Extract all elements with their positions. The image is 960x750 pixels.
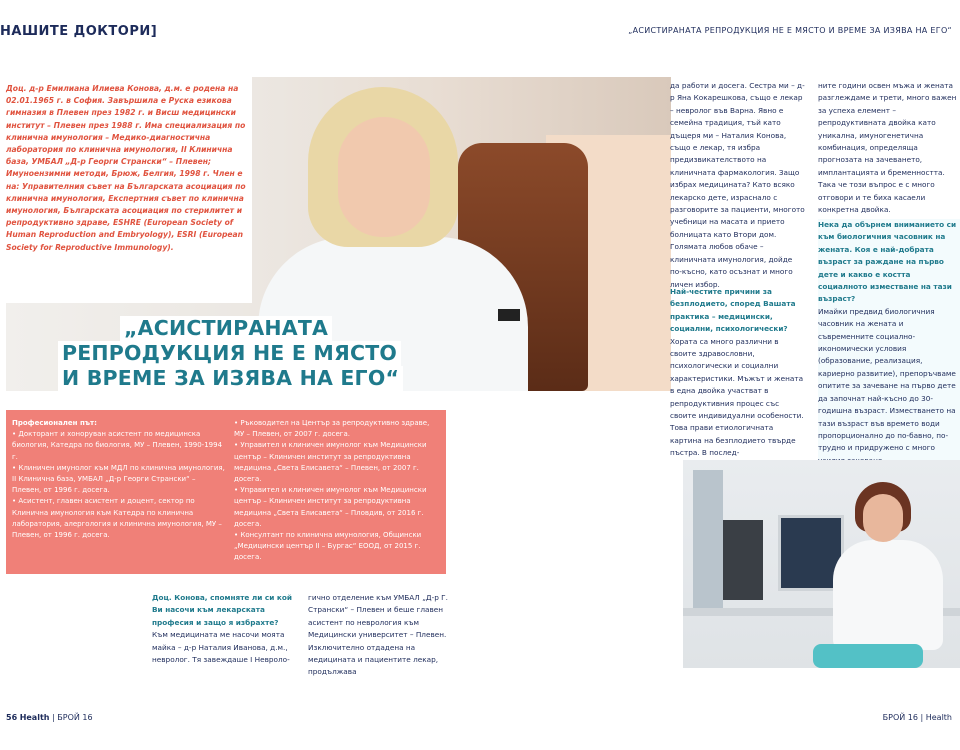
body-paragraph: ните години освен мъжа и жената разглеждаме и трети, много важен за успеха елемент – репродуктивната двойка като уникална, имуногенетична комбинация, определяща прогнозата на зачеването, имплантацията и бременността. Така че този въпрос е с много отговори и те биха касаели конкретна двойка.	[818, 81, 957, 215]
bio-text: Доц. д-р Емилиана Илиева Конова, д.м. е родена на 02.01.1965 г. в София. Завършила е Руска езикова гимназия в Плевен през 1982 г. и Висш медицински институт – Плевен през 1988 г. Има специализация по клинична имунология – Медико-диагностична лаборатория по клинична имунология, II Клинична база, УМБАЛ „Д-р Георги Странски“ – Плевен; Имуноензимни методи, Брюж, Белгия, 1998 г. Член е на: Управителния съвет на Българската асоциация по клинична имунология, Експертния съвет по клинична имунология, Българската асоциация по стерилитет и репродуктивно здраве, ESHRE (European Society of Human Reproduction and Embryology), ESRI (European Society for Reproductive Immunology).	[6, 84, 246, 252]
career-item: • Управител и клиничен имунолог към Медицински център – Клиничен институт за репродуктивна медицина „Света Елисавета“ – Плевен, от 2007 г. досега.	[234, 441, 427, 484]
white-coat	[833, 540, 943, 650]
bio-box	[0, 77, 252, 303]
career-column-1	[12, 418, 226, 541]
answer-2: Хората са много различни в своите здравословни, психологически и социални характеристики. Мъжът и жената в една двойка участват в репродуктивния процес със своите индивидуални особености. Това прави етиологичната картина на безплодието твърде пъстра. В послед-	[670, 336, 804, 458]
question-1: Доц. Конова, спомняте ли си кой Ви насочи към лекарската професия и защо я избрахте?	[152, 593, 292, 627]
face	[338, 117, 430, 237]
career-column-2	[234, 418, 440, 564]
question-2: Най-честите причини за безплодието, според Вашата практика – медицински, социални, психологически?	[670, 287, 796, 334]
answer-3: Имайки предвид биологичния часовник на жената и съвременните социално-икономически условия (образование, реализация, кариерно развитие), препоръчваме опитите за зачеване на първо дете да започнат най-късно до 30-годишна възраст. Изместването на тази възраст във времето води пропорционално до по-бавно, по-трудно и придружено с много	[818, 306, 956, 453]
headline-line-1: „АСИСТИРАНАТА	[120, 316, 332, 341]
lab-machine	[723, 520, 763, 600]
brand-logo: Health	[19, 713, 50, 722]
article-column-3b	[670, 286, 805, 460]
career-item: • Асистент, главен асистент и доцент, сектор по Клинична имунология към Катедра по клинична лаборатория, алергология и клинична имунология, МУ – Плевен, от 1996 г. досега.	[12, 497, 222, 540]
article-column-4	[818, 80, 960, 216]
folio-left	[6, 713, 93, 722]
headline-line-2: РЕПРОДУКЦИЯ НЕ Е МЯСТО	[58, 341, 401, 366]
article-column-3	[670, 80, 805, 291]
article-column-4b	[818, 219, 960, 467]
running-head: „АСИСТИРАНАТА РЕПРОДУКЦИЯ НЕ Е МЯСТО И ВРЕМЕ ЗА ИЗЯВА НА ЕГО“	[628, 26, 952, 35]
folio-right: БРОЙ 16 | Health	[882, 713, 952, 722]
headline	[58, 316, 428, 391]
career-box	[6, 410, 446, 574]
article-column-1	[152, 592, 302, 666]
answer-1: Към медицината ме насочи моята майка – д-р Наталия Иванова, д.м., невролог. Тя завеждаше I Невроло-	[152, 630, 290, 665]
issue-label: | БРОЙ 16	[52, 713, 93, 722]
page-number: 56	[6, 713, 18, 722]
lab-doctor-figure	[833, 482, 943, 668]
article-column-2	[308, 592, 448, 679]
lab-shelf	[693, 470, 723, 610]
lab-photo	[683, 460, 960, 668]
teal-pants	[813, 644, 923, 668]
name-badge	[498, 309, 520, 321]
career-title: Професионален път:	[12, 419, 97, 427]
section-label: НАШИТЕ ДОКТОРИ]	[0, 24, 158, 39]
question-3: Нека да обърнем вниманието си към биологичния часовник на жената. Коя е най-добрата възраст за раждане на първо дете и какво е костта социалното изместване на тази възраст?	[818, 220, 957, 304]
body-paragraph: да работи и досега. Сестра ми – д-р Яна Кокарешкова, също е лекар – невролог във Варна. Явно е семейна традиция, тъй като дъщеря ми – Наталия Конова, също е лекар, тя избра предизвикателството на клиничната фармакология. Защо избрах медицината? Като всяко лекарско дете, израснало с разговорите за пациенти, многото учебници на масата и прието болницата като Втори дом. Голямата любов обаче – клиничната имунология, дойде по-късно, като осъзнат и много личен избор.	[670, 81, 805, 289]
answer-1-continued: гично отделение към УМБАЛ „Д-р Г. Странски“ – Плевен и беше главен асистент по неврология към Медицински университет – Плевен. Изключително отдадена на медицината и пациентите лекар, продължава	[308, 593, 448, 677]
headline-line-3: И ВРЕМЕ ЗА ИЗЯВА НА ЕГО“	[58, 366, 403, 391]
career-item: • Ръководител на Център за репродуктивно здраве, МУ – Плевен, от 2007 г. досега.	[234, 419, 430, 439]
career-item: • Докторант и хоноруван асистент по медицинска биология, Катедра по биология, МУ – Плевен, 1990-1994 г.	[12, 430, 223, 461]
face	[863, 494, 903, 542]
career-item: • Управител и клиничен имунолог към Медицински център – Клиничен институт за репродуктивна медицина „Света Елисавета“ – Пловдив, от 2016 г. досега.	[234, 486, 427, 528]
career-item: • Клиничен имунолог към МДЛ по клинична имунология, II Клинична база, УМБАЛ „Д-р Георги Странски“ – Плевен, от 1996 г. досега.	[12, 463, 225, 495]
career-item: • Консултант по клинична имунология, Общински „Медицински център II – Бургас“ ЕООД, от 2015 г. досега.	[234, 531, 422, 562]
